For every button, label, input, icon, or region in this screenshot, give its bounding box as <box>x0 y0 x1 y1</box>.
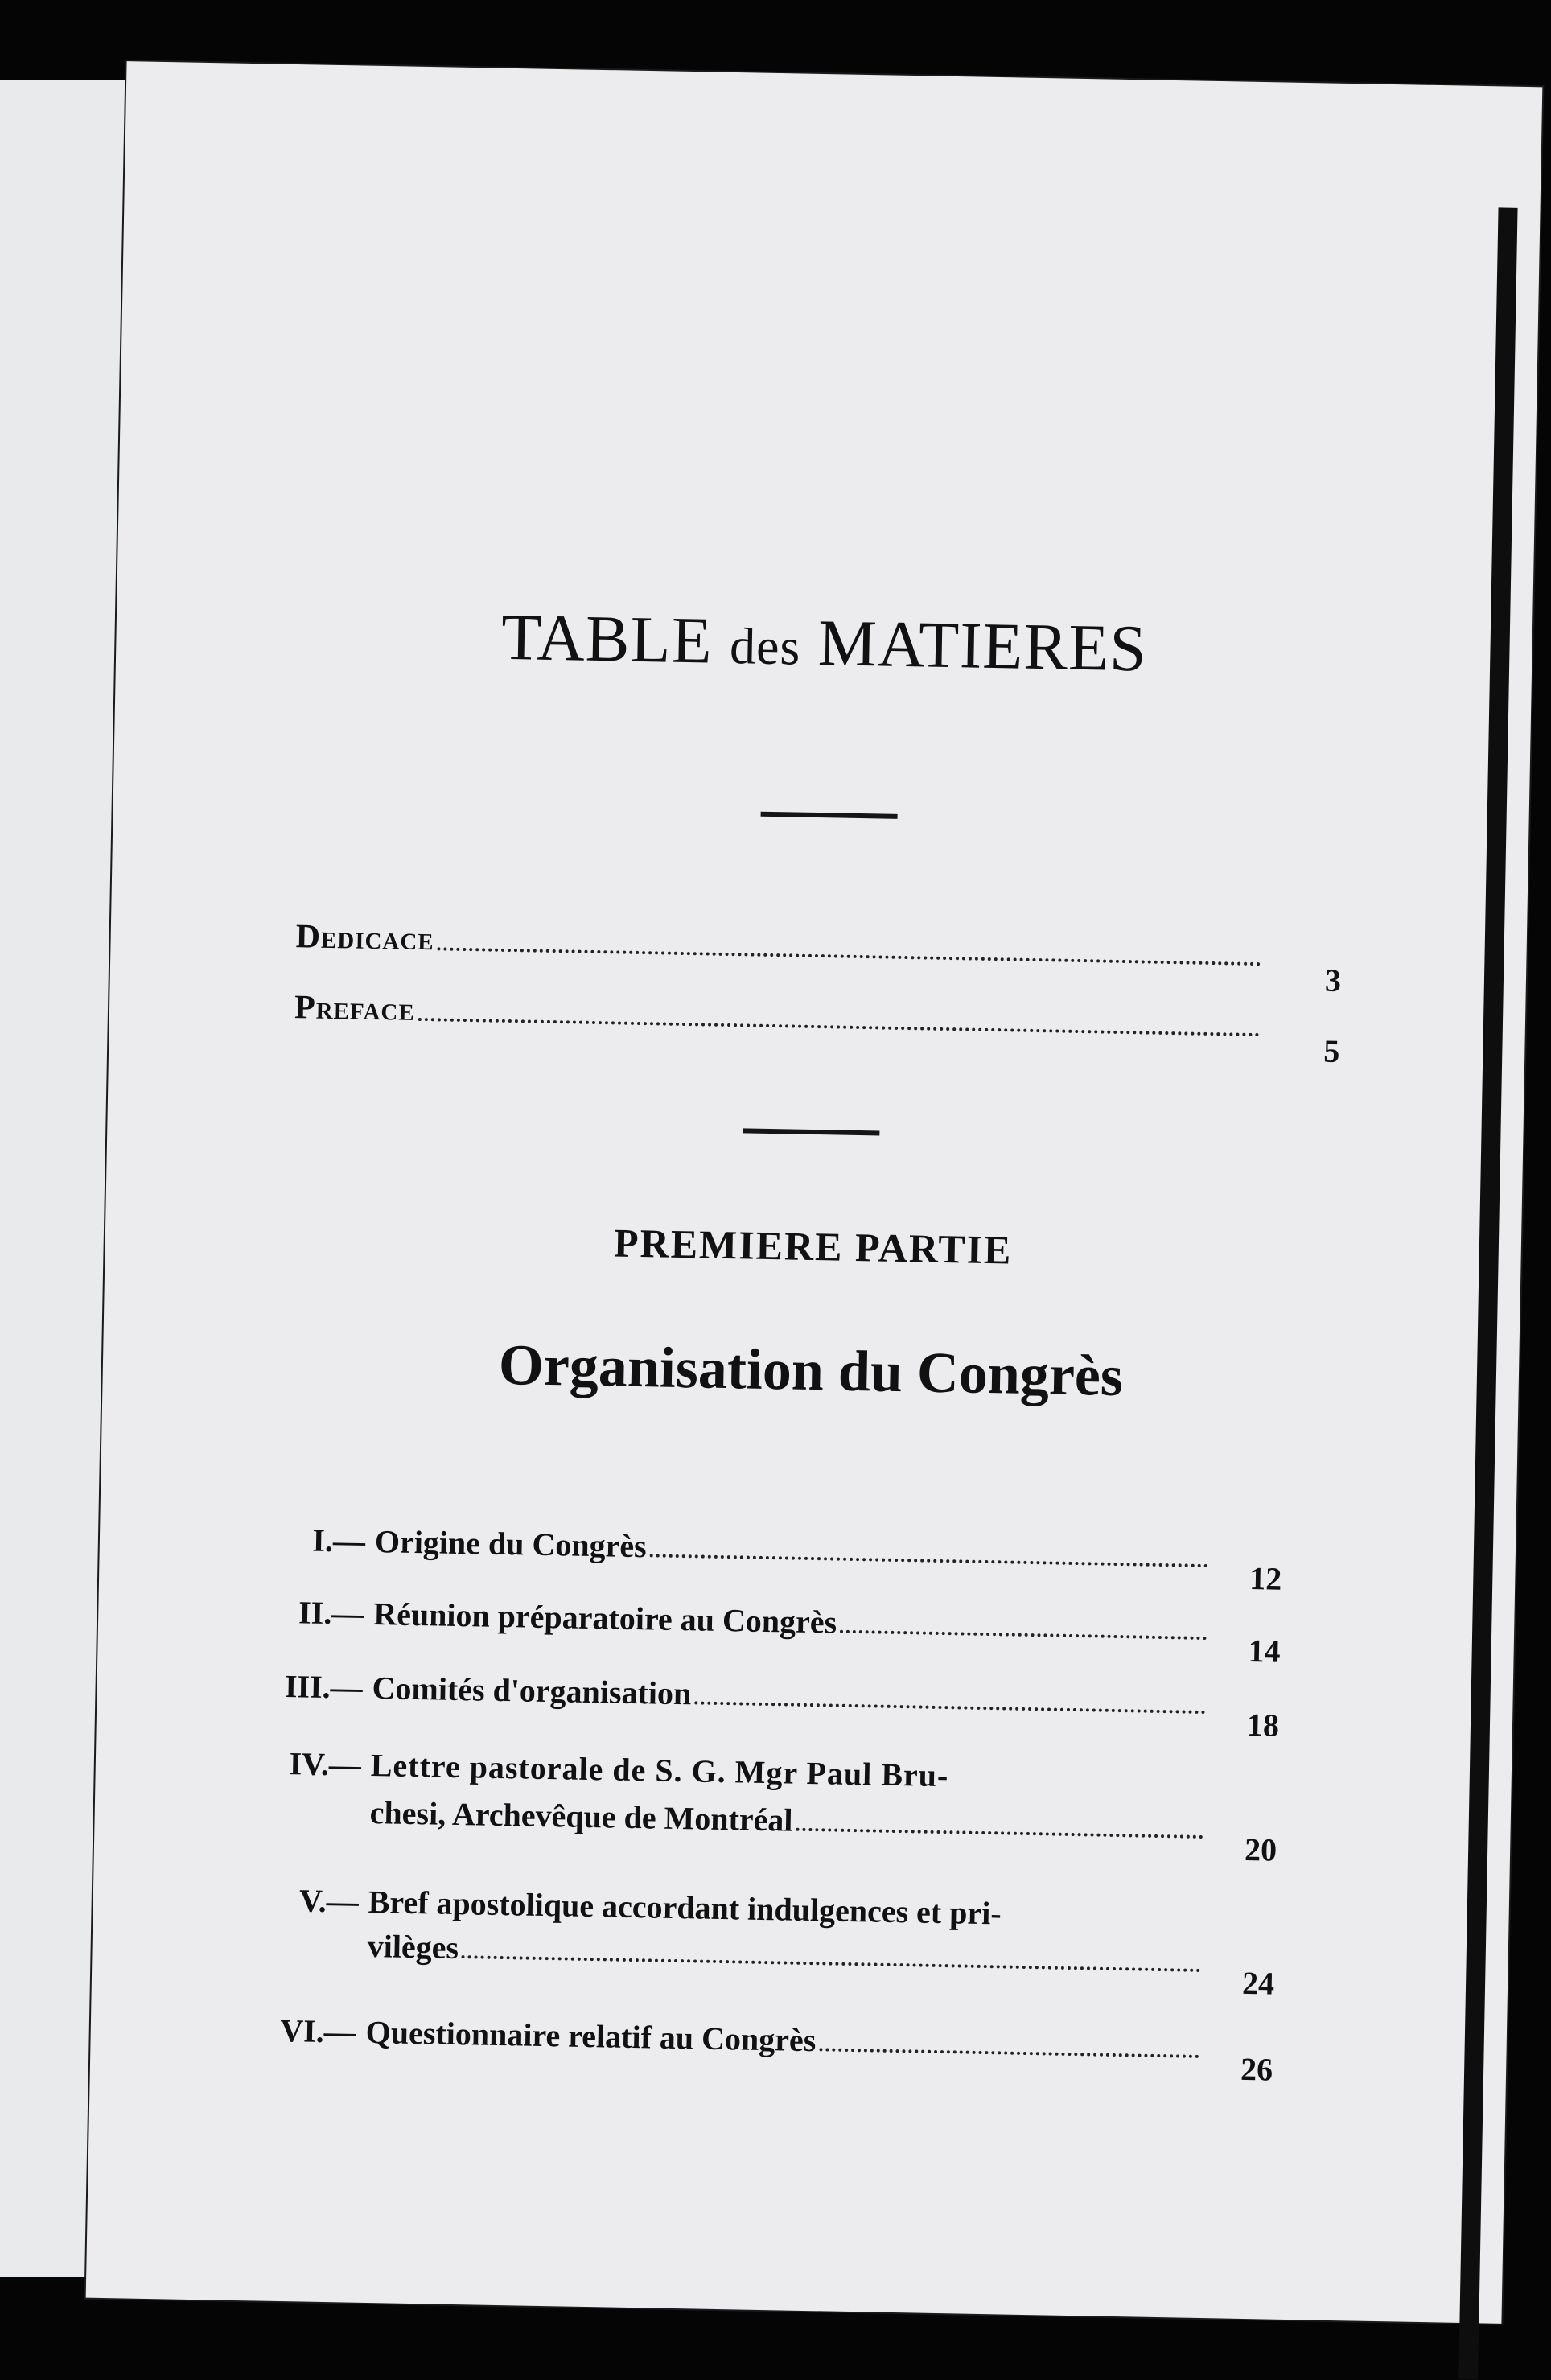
toc-dedicace <box>295 917 1342 999</box>
toc-dedicace-label: Dedicace <box>295 918 435 958</box>
leader-dots <box>796 1828 1203 1839</box>
toc-entry-5 <box>237 1880 1276 2002</box>
title-word-matieres: MATIERES <box>817 605 1148 686</box>
entry-title: Comités d'organisation <box>372 1670 692 1712</box>
toc-entry-4 <box>239 1744 1278 1868</box>
entry-page: 14 <box>1248 1632 1282 1670</box>
leader-dots <box>418 1018 1260 1036</box>
part-heading: PREMIERE PARTIE <box>613 1220 1013 1273</box>
entry-page: 26 <box>1240 2050 1273 2088</box>
toc-dedicace-page: 3 <box>1324 961 1342 999</box>
entry-number: II.— <box>298 1594 364 1632</box>
entry-title: Questionnaire relatif au Congrès <box>365 2013 817 2059</box>
entry-title: Lettre pastorale de S. G. Mgr Paul Bru- <box>370 1747 949 1794</box>
leader-dots <box>649 1554 1207 1567</box>
leader-dots <box>462 1955 1201 1972</box>
entry-number: V.— <box>298 1882 360 1920</box>
leader-dots <box>694 1701 1205 1714</box>
entry-title: Réunion préparatoire au Congrès <box>372 1596 837 1641</box>
entry-page: 12 <box>1249 1560 1282 1597</box>
divider-rule-top <box>761 812 898 819</box>
toc-entry-3 <box>241 1666 1280 1744</box>
toc-preface <box>294 988 1341 1069</box>
leader-dots <box>819 2048 1199 2058</box>
entry-number: I.— <box>311 1521 366 1559</box>
entry-title: Bref apostolique accordant indulgences et pri- <box>368 1883 1002 1932</box>
divider-rule-middle <box>743 1128 879 1135</box>
toc-entry-1 <box>245 1520 1283 1597</box>
page-title <box>116 592 1532 694</box>
toc-entry-6 <box>235 2011 1273 2088</box>
toc-entry-2 <box>243 1592 1282 1670</box>
title-word-table: TABLE <box>500 599 714 677</box>
toc-preface-page: 5 <box>1323 1032 1340 1069</box>
entry-number: VI.— <box>279 2012 357 2050</box>
entry-number: IV.— <box>289 1745 362 1783</box>
page-edge-shadow <box>1458 207 1517 2379</box>
entry-title-continued: chesi, Archevêque de Montréal <box>369 1794 793 1839</box>
section-heading: Organisation du Congrès <box>498 1332 1124 1409</box>
entry-page: 18 <box>1246 1706 1280 1744</box>
entry-page: 20 <box>1244 1830 1277 1868</box>
entry-title: Origine du Congrès <box>374 1523 648 1565</box>
document-page <box>86 61 1543 2324</box>
toc-preface-label: Preface <box>294 989 416 1028</box>
leader-dots <box>438 947 1261 966</box>
leader-dots <box>840 1630 1207 1640</box>
entry-title-continued: vilèges <box>367 1927 459 1966</box>
entry-page: 24 <box>1241 1964 1275 2002</box>
title-word-des: des <box>729 616 802 676</box>
entry-number: III.— <box>284 1668 364 1706</box>
